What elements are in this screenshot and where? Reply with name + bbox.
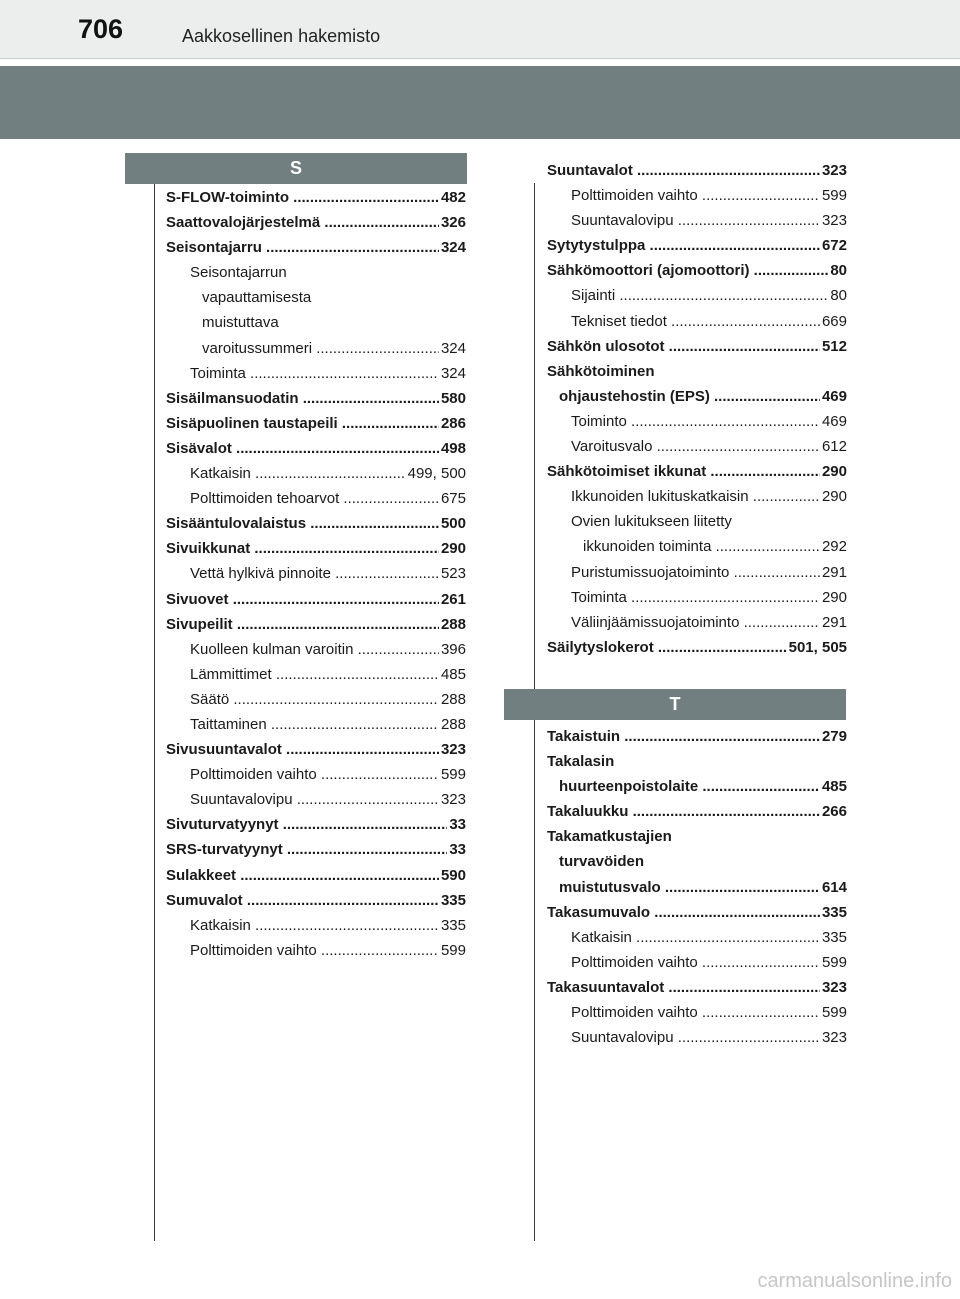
index-entry xyxy=(547,950,847,975)
index-entry xyxy=(547,635,847,660)
index-entry-page: 675 xyxy=(439,486,466,511)
index-entry xyxy=(547,233,847,258)
index-entry-label: Seisontajarru ..... xyxy=(166,235,466,260)
index-entry-page: 485 xyxy=(439,662,466,687)
index-entry-page: 33 xyxy=(447,837,466,862)
index-entry xyxy=(166,285,466,310)
index-entry-label: Säilytyslokerot ..... xyxy=(547,635,847,660)
index-entry-label: Säätö ..... xyxy=(190,687,466,712)
index-entry-label: Sivuturvatyynyt ..... xyxy=(166,812,466,837)
index-entry xyxy=(547,409,847,434)
index-entry-page: 469 xyxy=(820,384,847,409)
index-entry-label: Tekniset tiedot ..... xyxy=(571,309,847,334)
index-entry-page: 335 xyxy=(439,913,466,938)
index-entry-page: 335 xyxy=(820,900,847,925)
index-entry-label: huurteenpoistolaite ..... xyxy=(559,774,847,799)
index-entry-page: 80 xyxy=(828,283,847,308)
index-entry-label: Toiminto ..... xyxy=(571,409,847,434)
index-entry-page: 323 xyxy=(820,975,847,1000)
index-entry-page: 599 xyxy=(820,183,847,208)
index-entry-page: 266 xyxy=(820,799,847,824)
index-entry xyxy=(166,938,466,963)
index-entry-page: 291 xyxy=(820,560,847,585)
index-entry-label: Kuolleen kulman varoitin ..... xyxy=(190,637,466,662)
index-entry-page: 523 xyxy=(439,561,466,586)
index-entry-label: Takasumuvalo ..... xyxy=(547,900,847,925)
right-column-s-entries xyxy=(547,158,847,660)
index-entry-page: 261 xyxy=(439,587,466,612)
index-entry xyxy=(547,534,847,559)
index-entry-page: 614 xyxy=(820,875,847,900)
index-entry-label: Saattovalojärjestelmä ..... xyxy=(166,210,466,235)
index-entry xyxy=(547,208,847,233)
index-entry-page: 323 xyxy=(439,787,466,812)
index-entry-page: 590 xyxy=(439,863,466,888)
index-entry-page: 33 xyxy=(447,812,466,837)
index-entry-label: Sulakkeet ..... xyxy=(166,863,466,888)
index-entry-label: S-FLOW-toiminto ..... xyxy=(166,185,466,210)
index-entry xyxy=(547,434,847,459)
index-entry xyxy=(166,913,466,938)
index-entry xyxy=(166,687,466,712)
index-entry-label: Takaistuin ..... xyxy=(547,724,847,749)
index-entry-page: 290 xyxy=(439,536,466,561)
index-entry-page: 286 xyxy=(439,411,466,436)
index-entry-label: Takalasin xyxy=(547,753,615,771)
index-entry xyxy=(166,461,466,486)
index-entry-label: Seisontajarrun xyxy=(190,264,287,282)
index-entry xyxy=(166,310,466,335)
index-entry xyxy=(547,824,847,849)
index-entry xyxy=(166,637,466,662)
index-entry-label: Polttimoiden vaihto ..... xyxy=(190,938,466,963)
index-entry-page: 672 xyxy=(820,233,847,258)
index-entry xyxy=(166,536,466,561)
index-entry-label: Katkaisin ..... xyxy=(571,925,847,950)
index-entry xyxy=(547,509,847,534)
index-entry-label: Toiminta ..... xyxy=(571,585,847,610)
index-entry-label: muistuttava xyxy=(202,314,279,332)
index-entry xyxy=(547,560,847,585)
index-entry-page: 612 xyxy=(820,434,847,459)
index-entry-page: 469 xyxy=(820,409,847,434)
index-entry xyxy=(166,210,466,235)
index-entry-label: vapauttamisesta xyxy=(202,289,312,307)
index-entry-label: Sumuvalot ..... xyxy=(166,888,466,913)
index-entry-page: 599 xyxy=(820,1000,847,1025)
index-entry xyxy=(166,612,466,637)
index-entry-page: 498 xyxy=(439,436,466,461)
index-entry-label: Polttimoiden tehoarvot ..... xyxy=(190,486,466,511)
index-entry xyxy=(166,812,466,837)
index-entry-label: Sisäilmansuodatin ..... xyxy=(166,386,466,411)
index-entry-label: SRS-turvatyynyt ..... xyxy=(166,837,466,862)
index-entry-label: Varoitusvalo ..... xyxy=(571,434,847,459)
index-entry xyxy=(166,511,466,536)
index-entry-page: 323 xyxy=(439,737,466,762)
section-letter-t: T xyxy=(504,689,846,720)
index-entry xyxy=(547,1000,847,1025)
index-entry-label: Ovien lukitukseen liitetty xyxy=(571,513,732,531)
index-entry-page: 501, 505 xyxy=(787,635,847,660)
index-entry xyxy=(166,863,466,888)
index-entry-page: 290 xyxy=(820,459,847,484)
index-entry-page: 512 xyxy=(820,334,847,359)
header-band xyxy=(0,66,960,139)
index-entry-label: Sisääntulovalaistus ..... xyxy=(166,511,466,536)
index-entry-page: 335 xyxy=(439,888,466,913)
index-entry-page: 599 xyxy=(820,950,847,975)
index-entry xyxy=(166,737,466,762)
index-entry xyxy=(166,561,466,586)
index-entry xyxy=(166,411,466,436)
index-entry-label: Sisävalot ..... xyxy=(166,436,466,461)
index-entry xyxy=(166,260,466,285)
index-entry xyxy=(547,158,847,183)
index-entry-page: 288 xyxy=(439,687,466,712)
index-entry-label: Sähkömoottori (ajomoottori) ..... xyxy=(547,258,847,283)
index-entry xyxy=(547,849,847,874)
index-entry-page: 290 xyxy=(820,484,847,509)
index-entry-label: Katkaisin ..... xyxy=(190,461,466,486)
index-entry-page: 324 xyxy=(439,361,466,386)
index-entry xyxy=(166,185,466,210)
index-entry-page: 599 xyxy=(439,938,466,963)
index-entry xyxy=(166,837,466,862)
page-title: Aakkosellinen hakemisto xyxy=(182,26,381,46)
index-entry xyxy=(547,334,847,359)
index-entry xyxy=(547,749,847,774)
index-entry-label: varoitussummeri ..... xyxy=(202,336,466,361)
index-entry-page: 500 xyxy=(439,511,466,536)
index-entry-label: Lämmittimet ..... xyxy=(190,662,466,687)
index-entry-label: Väliinjäämissuojatoiminto ..... xyxy=(571,610,847,635)
index-entry-page: 288 xyxy=(439,712,466,737)
index-entry-label: ohjaustehostin (EPS) ..... xyxy=(559,384,847,409)
index-entry-page: 482 xyxy=(439,185,466,210)
index-entry-label: Toiminta ..... xyxy=(190,361,466,386)
index-entry xyxy=(547,283,847,308)
index-entry-label: Taittaminen ..... xyxy=(190,712,466,737)
index-entry-label: Polttimoiden vaihto ..... xyxy=(190,762,466,787)
index-entry xyxy=(547,309,847,334)
index-entry xyxy=(547,459,847,484)
index-entry xyxy=(166,436,466,461)
index-entry xyxy=(547,1025,847,1050)
page-header xyxy=(0,0,960,59)
index-entry-page: 335 xyxy=(820,925,847,950)
index-entry xyxy=(166,712,466,737)
index-entry-page: 324 xyxy=(439,235,466,260)
index-entry-label: Sähkön ulosotot ..... xyxy=(547,334,847,359)
index-entry xyxy=(166,662,466,687)
index-entry xyxy=(547,774,847,799)
index-entry-label: Sähkötoimiset ikkunat ..... xyxy=(547,459,847,484)
left-column-entries xyxy=(166,185,466,963)
index-entry xyxy=(547,610,847,635)
index-entry xyxy=(166,787,466,812)
index-entry xyxy=(547,900,847,925)
index-entry-label: Takaluukku ..... xyxy=(547,799,847,824)
index-entry-label: Suuntavalovipu ..... xyxy=(571,208,847,233)
index-entry-page: 323 xyxy=(820,158,847,183)
index-entry-page: 499, 500 xyxy=(406,461,466,486)
index-entry-label: Suuntavalovipu ..... xyxy=(571,1025,847,1050)
watermark: carmanualsonline.info xyxy=(757,1270,952,1292)
index-entry-page: 323 xyxy=(820,1025,847,1050)
index-entry-page: 292 xyxy=(820,534,847,559)
index-entry-label: ikkunoiden toiminta ..... xyxy=(583,534,847,559)
index-entry-label: Polttimoiden vaihto ..... xyxy=(571,950,847,975)
left-column-divider xyxy=(154,183,155,1241)
index-entry xyxy=(547,875,847,900)
index-entry xyxy=(547,183,847,208)
index-entry xyxy=(166,486,466,511)
index-entry xyxy=(547,799,847,824)
index-entry-label: Sähkötoiminen xyxy=(547,362,655,380)
index-entry-label: turvavöiden xyxy=(559,853,645,871)
index-entry-label: muistutusvalo ..... xyxy=(559,875,847,900)
index-entry-page: 291 xyxy=(820,610,847,635)
index-entry-label: Takasuuntavalot ..... xyxy=(547,975,847,1000)
index-entry-label: Sivusuuntavalot ..... xyxy=(166,737,466,762)
index-entry-page: 80 xyxy=(828,258,847,283)
right-column-t-entries xyxy=(547,724,847,1050)
index-entry-label: Sijainti ..... xyxy=(571,283,847,308)
index-entry xyxy=(547,359,847,384)
index-entry xyxy=(547,258,847,283)
index-entry xyxy=(166,336,466,361)
index-entry xyxy=(547,724,847,749)
index-entry xyxy=(547,484,847,509)
index-entry-page: 580 xyxy=(439,386,466,411)
index-entry-page: 288 xyxy=(439,612,466,637)
section-letter-s: S xyxy=(125,153,467,184)
index-entry-page: 669 xyxy=(820,309,847,334)
index-entry-label: Ikkunoiden lukituskatkaisin ..... xyxy=(571,484,847,509)
index-entry xyxy=(547,975,847,1000)
index-entry xyxy=(166,235,466,260)
index-entry-label: Sivuovet ..... xyxy=(166,587,466,612)
index-entry-label: Polttimoiden vaihto ..... xyxy=(571,183,847,208)
index-entry-page: 324 xyxy=(439,336,466,361)
index-entry-label: Puristumissuojatoiminto ..... xyxy=(571,560,847,585)
index-entry-label: Sivuikkunat ..... xyxy=(166,536,466,561)
index-entry xyxy=(166,762,466,787)
index-entry xyxy=(547,384,847,409)
index-entry xyxy=(547,585,847,610)
index-entry-page: 323 xyxy=(820,208,847,233)
index-entry-page: 485 xyxy=(820,774,847,799)
index-entry-label: Takamatkustajien xyxy=(547,828,672,846)
index-entry-label: Katkaisin ..... xyxy=(190,913,466,938)
index-entry-label: Sivupeilit ..... xyxy=(166,612,466,637)
index-entry-page: 326 xyxy=(439,210,466,235)
index-entry-label: Suuntavalot ..... xyxy=(547,158,847,183)
index-entry xyxy=(166,587,466,612)
index-entry-label: Polttimoiden vaihto ..... xyxy=(571,1000,847,1025)
index-entry-page: 599 xyxy=(439,762,466,787)
index-entry xyxy=(166,361,466,386)
page-number: 706 xyxy=(78,14,124,44)
index-entry xyxy=(547,925,847,950)
index-entry-page: 396 xyxy=(439,637,466,662)
index-entry xyxy=(166,888,466,913)
index-entry-page: 279 xyxy=(820,724,847,749)
index-entry-label: Suuntavalovipu ..... xyxy=(190,787,466,812)
index-entry-page: 290 xyxy=(820,585,847,610)
index-entry-label: Sytytystulppa ..... xyxy=(547,233,847,258)
index-entry xyxy=(166,386,466,411)
index-entry-label: Sisäpuolinen taustapeili ..... xyxy=(166,411,466,436)
index-entry-label: Vettä hylkivä pinnoite ..... xyxy=(190,561,466,586)
